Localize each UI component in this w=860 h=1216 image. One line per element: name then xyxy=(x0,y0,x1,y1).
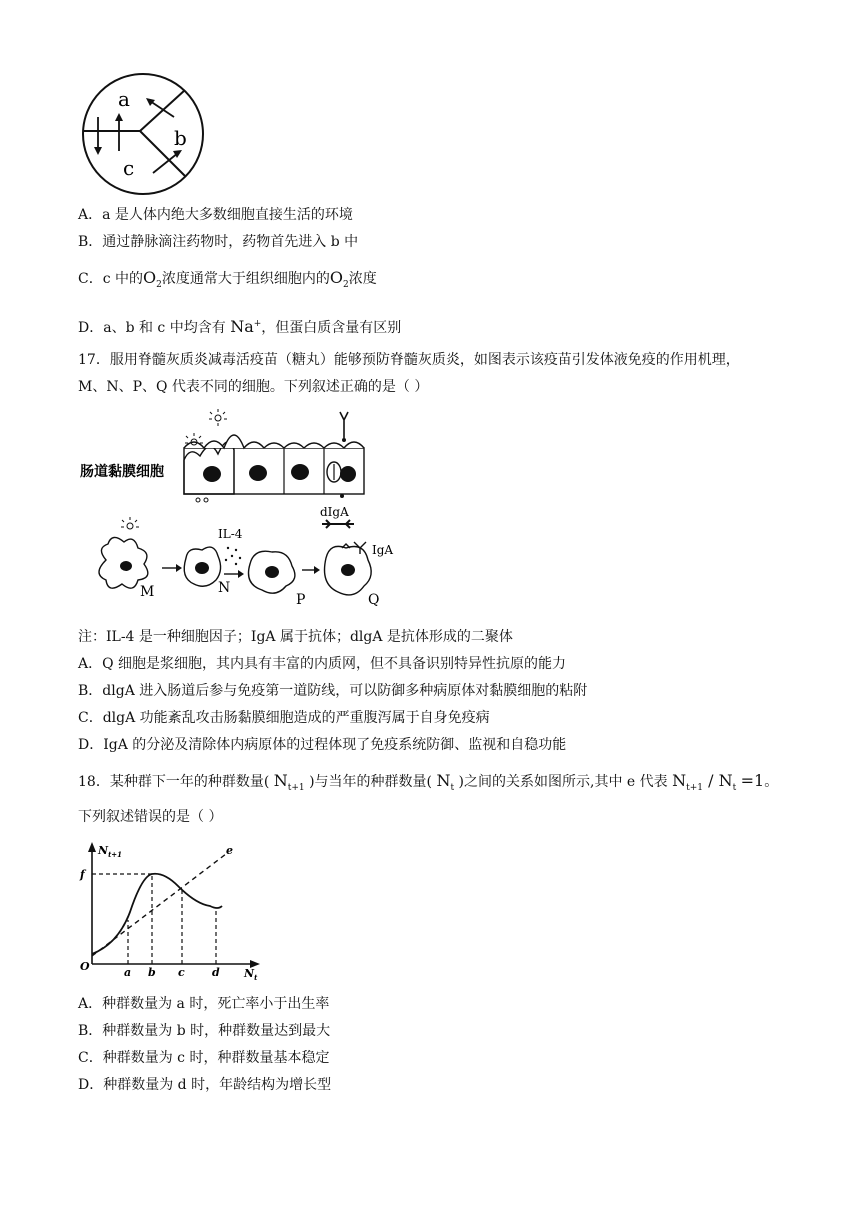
population-chart xyxy=(78,840,268,980)
mucosa-label: 肠道黏膜细胞 xyxy=(80,464,164,480)
q17-option-d: D．IgA 的分泌及清除体内病原体的过程体现了免疫系统防御、监视和自稳功能 xyxy=(78,737,567,753)
label-c: c xyxy=(123,156,135,180)
q16-option-a: A．a 是人体内绝大多数细胞直接生活的环境 xyxy=(78,207,353,223)
y-axis-label: $N_{t+1}$ xyxy=(98,844,123,859)
cell-n-label: N xyxy=(218,580,231,596)
q16-option-d: D．a、b 和 c 中均含有 Na+，但蛋白质含量有区别 xyxy=(78,317,402,336)
label-b: b xyxy=(174,126,187,150)
q17-stem-line2: M、N、P、Q 代表不同的细胞。下列叙述正确的是（ ） xyxy=(78,379,429,395)
cell-m-label: M xyxy=(140,584,155,600)
q18-option-a: A．种群数量为 a 时，死亡率小于出生率 xyxy=(78,996,330,1012)
q17-option-b: B．dlgA 进入肠道后参与免疫第一道防线，可以防御多种病原体对黏膜细胞的粘附 xyxy=(78,683,588,699)
growth-curve xyxy=(92,874,222,954)
iga-label: IgA xyxy=(372,543,394,557)
origin-label: O xyxy=(80,960,90,973)
x-tick-d: d xyxy=(212,966,220,979)
il4-label: IL-4 xyxy=(218,527,243,541)
cell-q-label: Q xyxy=(368,592,380,608)
q17-stem-line1: 17．服用脊髓灰质炎减毒活疫苗（糖丸）能够预防脊髓灰质炎，如图表示该疫苗引发体液免疫的作用机理， xyxy=(78,352,740,368)
q16-option-c: C．c 中的$O_2$浓度通常大于组织细胞内的$O_2$浓度 xyxy=(78,268,377,290)
diga-label: dIgA xyxy=(320,505,349,519)
q18-option-c: C．种群数量为 c 时，种群数量基本稳定 xyxy=(78,1050,330,1066)
label-a: a xyxy=(118,87,130,111)
cell-p-label: P xyxy=(296,592,306,608)
x-axis-label: $N_t$ xyxy=(244,967,258,982)
q18-option-d: D．种群数量为 d 时，年龄结构为增长型 xyxy=(78,1077,332,1093)
series-e-label: e xyxy=(226,844,233,857)
body-fluid-diagram xyxy=(78,73,208,195)
immune-mechanism-diagram xyxy=(78,408,398,613)
q18-stem-line2: 下列叙述错误的是（ ） xyxy=(78,809,223,825)
q16-option-b: B．通过静脉滴注药物时，药物首先进入 b 中 xyxy=(78,234,359,250)
q18-option-b: B．种群数量为 b 时，种群数量达到最大 xyxy=(78,1023,331,1039)
x-tick-c: c xyxy=(178,966,185,979)
x-tick-b: b xyxy=(148,966,156,979)
y-tick-f: f xyxy=(80,868,85,881)
q18-stem-line1: 18．某种群下一年的种群数量( $N_{t+1}$ )与当年的种群数量( $N_t$ )之间的关系如图所示,其中 e 代表 $N_{t+1} / N_t =1$。 xyxy=(78,771,779,793)
q17-option-c: C．dlgA 功能紊乱攻击肠黏膜细胞造成的严重腹泻属于自身免疫病 xyxy=(78,710,490,726)
q17-note: 注：IL-4 是一种细胞因子；IgA 属于抗体；dlgA 是抗体形成的二聚体 xyxy=(78,629,513,645)
x-tick-a: a xyxy=(124,966,132,979)
q17-option-a: A．Q 细胞是浆细胞，其内具有丰富的内质网，但不具备识别特异性抗原的能力 xyxy=(78,656,567,672)
